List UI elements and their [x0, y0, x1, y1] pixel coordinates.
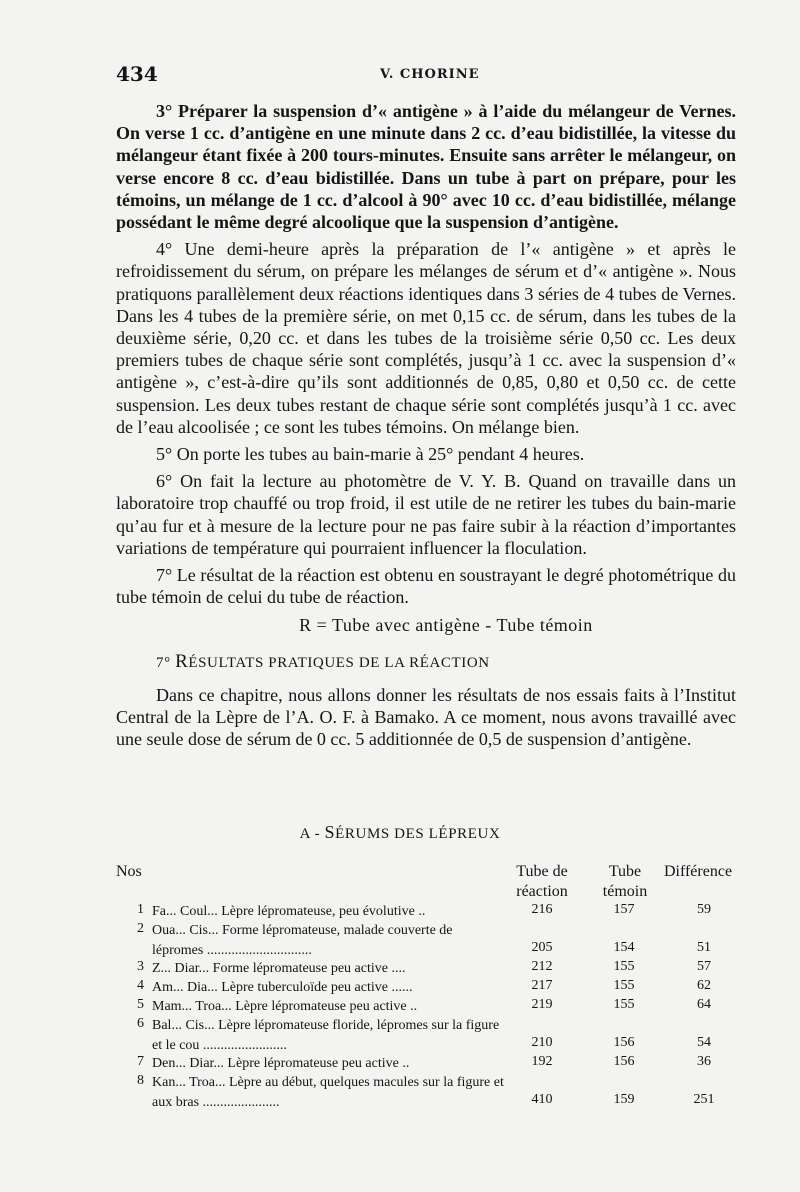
row-number: 7 — [137, 1054, 144, 1069]
row-reaction: 219 — [531, 997, 553, 1012]
section-title: ÉSULTATS PRATIQUES DE LA RÉACTION — [188, 654, 490, 671]
row-temoin: 155 — [613, 978, 635, 993]
row-difference: 59 — [697, 902, 711, 917]
row-temoin: 154 — [613, 940, 635, 955]
col-header-number: Nos — [116, 863, 142, 880]
paragraph-3: 3° Préparer la suspension d’« antigène » à l’aide du mélangeur de Vernes. On verse 1 cc. d’antigène en une minute dans 2 cc. d’eau bidistillée, la vitesse du mélangeur étant fixée à 200 tours-minutes. Ensuite sans arrêter le mélangeur, on verse encore 8 cc. d’eau bidistillée. Dans un tube à part on prépare, pour les témoins, un mélange de 1 cc. d’alcool à 90° avec 10 cc. d’eau bidistillée, mélange possédant le même degré alcoolique que la suspension d’antigène. — [116, 101, 736, 233]
row-temoin: 155 — [613, 959, 635, 974]
page-number: 434 — [116, 62, 158, 86]
section-initial: R — [175, 650, 189, 672]
table-title-rest: ÉRUMS DES LÉPREUX — [335, 826, 501, 842]
row-reaction: 410 — [531, 1092, 553, 1107]
table-title — [0, 822, 800, 843]
body-text — [116, 100, 736, 755]
section-number: 7° — [156, 654, 171, 671]
row-number: 5 — [137, 997, 144, 1012]
row-number: 1 — [137, 902, 144, 917]
row-description: Oua... Cis... Forme lépromateuse, malade couverte de lépromes .............................. — [152, 923, 453, 958]
row-temoin: 155 — [613, 997, 635, 1012]
paragraph-6: 6° On fait la lecture au photomètre de V. Y. B. Quand on travaille dans un laboratoire trop chauffé ou trop froid, il est utile de ne retirer les tubes du bain-marie qu’au fur et à mesure de la lecture pour ne pas faire subir à la réaction d’importantes variations de température qui pourraient influencer la floculation. — [116, 471, 736, 558]
row-number: 2 — [137, 921, 144, 936]
row-reaction: 210 — [531, 1035, 553, 1050]
row-description: Am... Dia... Lèpre tuberculoïde peu active ...... — [152, 980, 413, 995]
row-reaction: 192 — [531, 1054, 553, 1069]
table-row — [116, 1016, 736, 1056]
row-number: 3 — [137, 959, 144, 974]
row-difference: 57 — [697, 959, 711, 974]
row-description: Z... Diar... Forme lépromateuse peu active .... — [152, 961, 406, 976]
formula: R = Tube avec antigène - Tube témoin — [299, 615, 593, 636]
row-temoin: 156 — [613, 1054, 635, 1069]
row-difference: 36 — [697, 1054, 711, 1069]
row-temoin: 157 — [613, 902, 635, 917]
row-description: Mam... Troa... Lèpre lépromateuse peu active .. — [152, 999, 418, 1014]
row-number: 6 — [137, 1016, 144, 1031]
row-reaction: 205 — [531, 940, 553, 955]
paragraph-4: 4° Une demi-heure après la préparation de l’« antigène » et après le refroidissement du sérum, on prépare les mélanges de sérum et d’« antigène ». Nous pratiquons parallèlement deux réactions identiques dans 3 séries de 4 tubes de Vernes. Dans les 4 tubes de la première série, on met 0,15 cc. de sérum, dans les tubes de la deuxième série, 0,20 cc. et dans les tubes de la troisième série 0,50 cc. Les deux premiers tubes de chaque série sont complétés, jusqu’à 1 cc. avec la suspension d’« antigène », c’est-à-dire qu’ils sont additionnés de 0,85, 0,80 et 0,50 cc. de cette suspension. Les deux tubes restant de chaque série sont complétés jusqu’à 1 cc. avec de l’eau alcoolisée ; ce sont les tubes témoins. On mélange bien. — [116, 239, 736, 437]
table-title-prefix: A - — [299, 826, 325, 842]
row-reaction: 216 — [531, 902, 553, 917]
row-reaction: 217 — [531, 978, 553, 993]
section-heading — [156, 651, 736, 674]
row-number: 8 — [137, 1073, 144, 1088]
row-difference: 54 — [697, 1035, 711, 1050]
row-description: Kan... Troa... Lèpre au début, quelques macules sur la figure et aux bras ...................... — [152, 1075, 504, 1110]
paragraph-7: 7° Le résultat de la réaction est obtenu en soustrayant le degré photométrique du tube témoin de celui du tube de réaction. — [116, 565, 736, 608]
row-description: Den... Diar... Lèpre lépromateuse peu active .. — [152, 1056, 410, 1071]
row-difference: 64 — [697, 997, 711, 1012]
col-header-temoin: Tube témoin — [602, 863, 648, 900]
row-reaction: 212 — [531, 959, 553, 974]
paragraph-5: 5° On porte les tubes au bain-marie à 25° pendant 4 heures. — [156, 444, 585, 465]
page-header — [116, 62, 736, 86]
row-difference: 62 — [697, 978, 711, 993]
table-row — [116, 1073, 736, 1113]
col-header-difference: Différence — [663, 863, 733, 880]
row-number: 4 — [137, 978, 144, 993]
table-row — [116, 921, 736, 961]
running-title: V. CHORINE — [380, 67, 480, 82]
row-temoin: 156 — [613, 1035, 635, 1050]
row-difference: 51 — [697, 940, 711, 955]
paragraph-8: Dans ce chapitre, nous allons donner les résultats de nos essais faits à l’Institut Central de la Lèpre de l’A. O. F. à Bamako. A ce moment, nous avons travaillé avec une seule dose de sérum de 0 cc. 5 additionnée de 0,5 de suspension d’antigène. — [116, 684, 736, 750]
col-header-reaction: Tube de réaction — [516, 863, 568, 900]
row-difference: 251 — [693, 1092, 715, 1107]
row-description: Fa... Coul... Lèpre lépromateuse, peu évolutive .. — [152, 904, 426, 919]
row-description: Bal... Cis... Lèpre lépromateuse floride, lépromes sur la figure et le cou ........................ — [152, 1018, 500, 1053]
table-title-initial: S — [324, 822, 336, 842]
row-temoin: 159 — [613, 1092, 635, 1107]
